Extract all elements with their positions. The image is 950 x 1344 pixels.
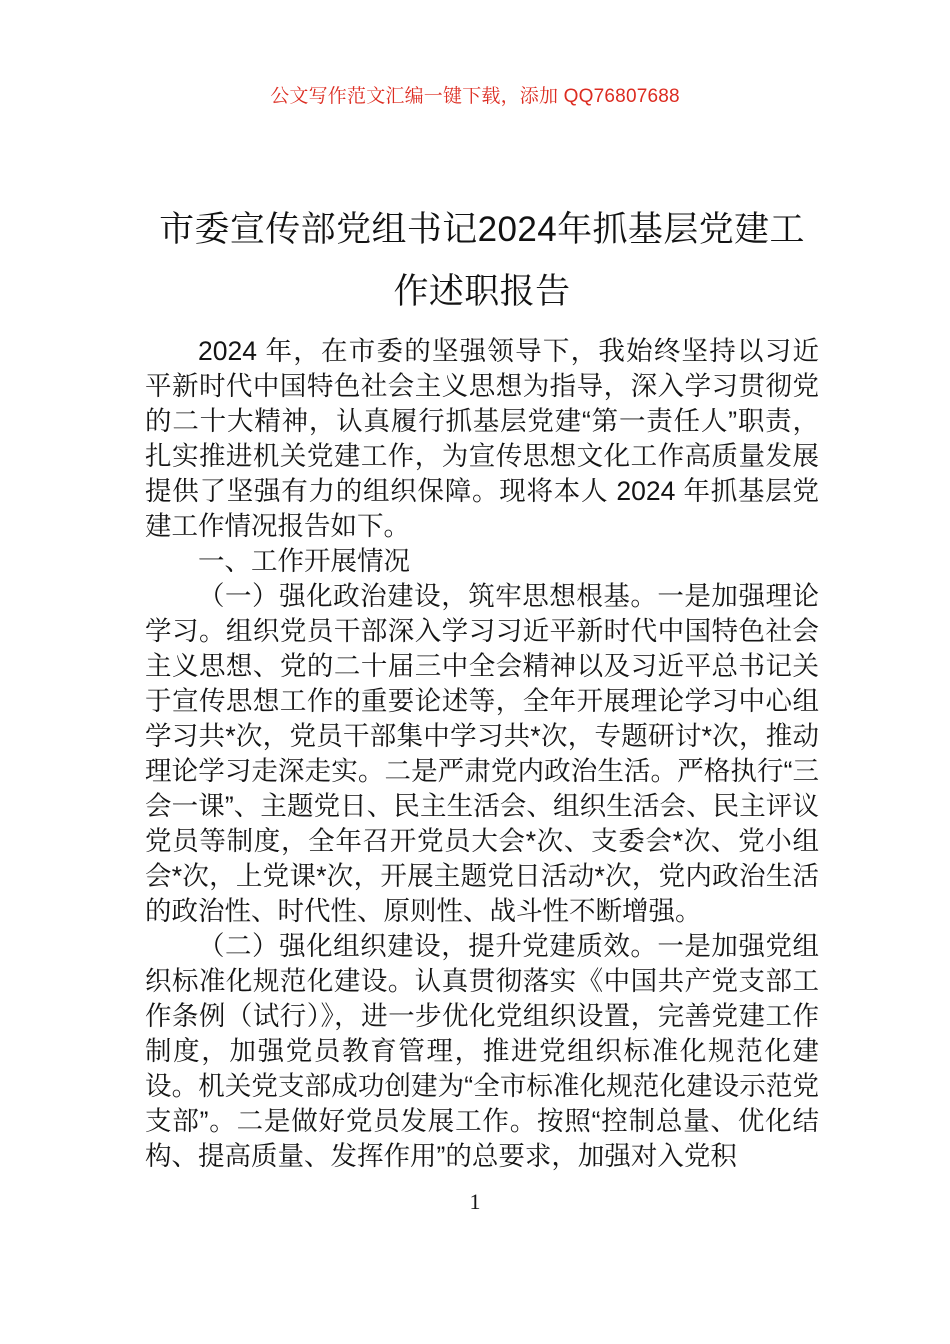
promo-header-text: 公文写作范文汇编一键下载，添加 QQ76807688 [270,86,680,107]
paragraph-subsection-one: （一）强化政治建设，筑牢思想根基。一是加强理论学习。组织党员干部深入学习习近平新时代中国特色社会主义思想、党的二十届三中全会精神以及习近平总书记关于宣传思想工作的重要论述等，全年开展理论学习中心组学习共*次，党员干部集中学习共*次，专题研讨*次，推动理论学习走深走实。二是严肃党内政治生活。严格执行“三会一课”、主题党日、民主生活会、组织生活会、民主评议党员等制度，全年召开党员大会*次、支委会*次、党小组会*次，上党课*次，开展主题党日活动*次，党内政治生活的政治性、时代性、原则性、战斗性不断增强。 [145,581,819,926]
document-body [145,334,819,1174]
paragraph-intro: 2024 年，在市委的坚强领导下，我始终坚持以习近平新时代中国特色社会主义思想为指导，深入学习贯彻党的二十大精神，认真履行抓基层党建“第一责任人”职责，扎实推进机关党建工作，为宣传思想文化工作高质量发展提供了坚强有力的组织保障。现将本人 2024 年抓基层党建工作情况报告如下。 [145,336,819,541]
page-title: 市委宣传部党组书记2024年抓基层党建工作述职报告 [159,210,805,312]
page-number: 1 [469,1189,481,1214]
paragraph-subsection-two: （二）强化组织建设，提升党建质效。一是加强党组织标准化规范化建设。认真贯彻落实《中国共产党支部工作条例（试行）》，进一步优化党组织设置，完善党建工作制度，加强党员教育管理，推进党组织标准化规范化建设。机关党支部成功创建为“全市标准化规范化建设示范党支部”。二是做好党员发展工作。按照“控制总量、优化结构、提高质量、发挥作用”的总要求，加强对入党积 [145,931,819,1171]
section-heading-one: 一、工作开展情况 [198,546,410,576]
